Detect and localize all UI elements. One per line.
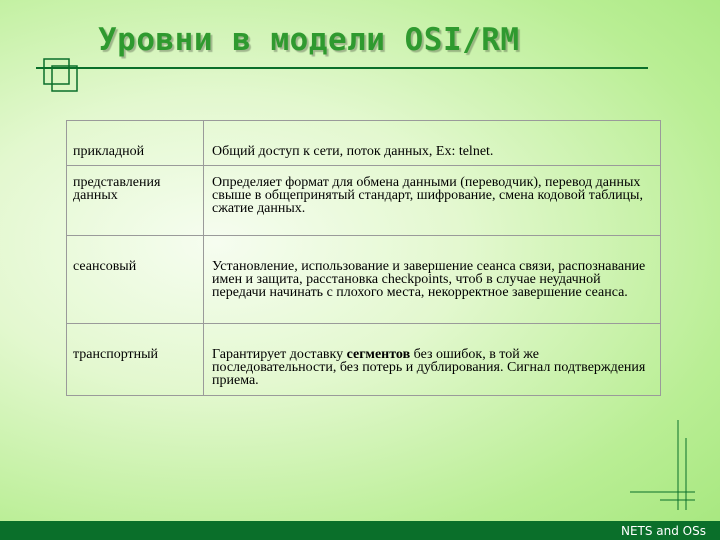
table-row xyxy=(67,236,661,324)
layer-name: представления данных xyxy=(67,166,204,236)
table-row xyxy=(67,324,661,396)
description-text: без ошибок, в той же последовательности, без потерь и дублирования. Сигнал подтверждения приема. xyxy=(212,347,646,388)
title-rule-decoration xyxy=(0,0,720,110)
description-text: Гарантирует доставку xyxy=(212,347,347,362)
slide-title: Уровни в модели OSI/RM xyxy=(98,22,520,58)
layer-name: транспортный xyxy=(67,324,204,396)
footer-bar xyxy=(0,521,720,540)
table-row xyxy=(67,121,661,166)
layer-name: прикладной xyxy=(67,121,204,166)
layer-description: Определяет формат для обмена данными (переводчик), перевод данных свыше в общепринятый стандарт, шифрование, смена кодовой таблицы, сжатие данных. xyxy=(204,166,661,236)
layer-description: Общий доступ к сети, поток данных, Ex: telnet. xyxy=(204,121,661,166)
description-bold-text: сегментов xyxy=(346,347,411,362)
table-row xyxy=(67,166,661,236)
layer-description xyxy=(204,324,661,396)
footer-text: NETS and OSs xyxy=(620,524,706,538)
layer-description: Установление, использование и завершение сеанса связи, распознавание имен и защита, расстановка checkpoints, чтоб в случае неудачной передачи начинать с плохого места, некорректное завершение сеанса. xyxy=(204,236,661,324)
osi-layers-table xyxy=(66,120,661,396)
layer-name: сеансовый xyxy=(67,236,204,324)
corner-grid-decoration xyxy=(600,410,720,520)
